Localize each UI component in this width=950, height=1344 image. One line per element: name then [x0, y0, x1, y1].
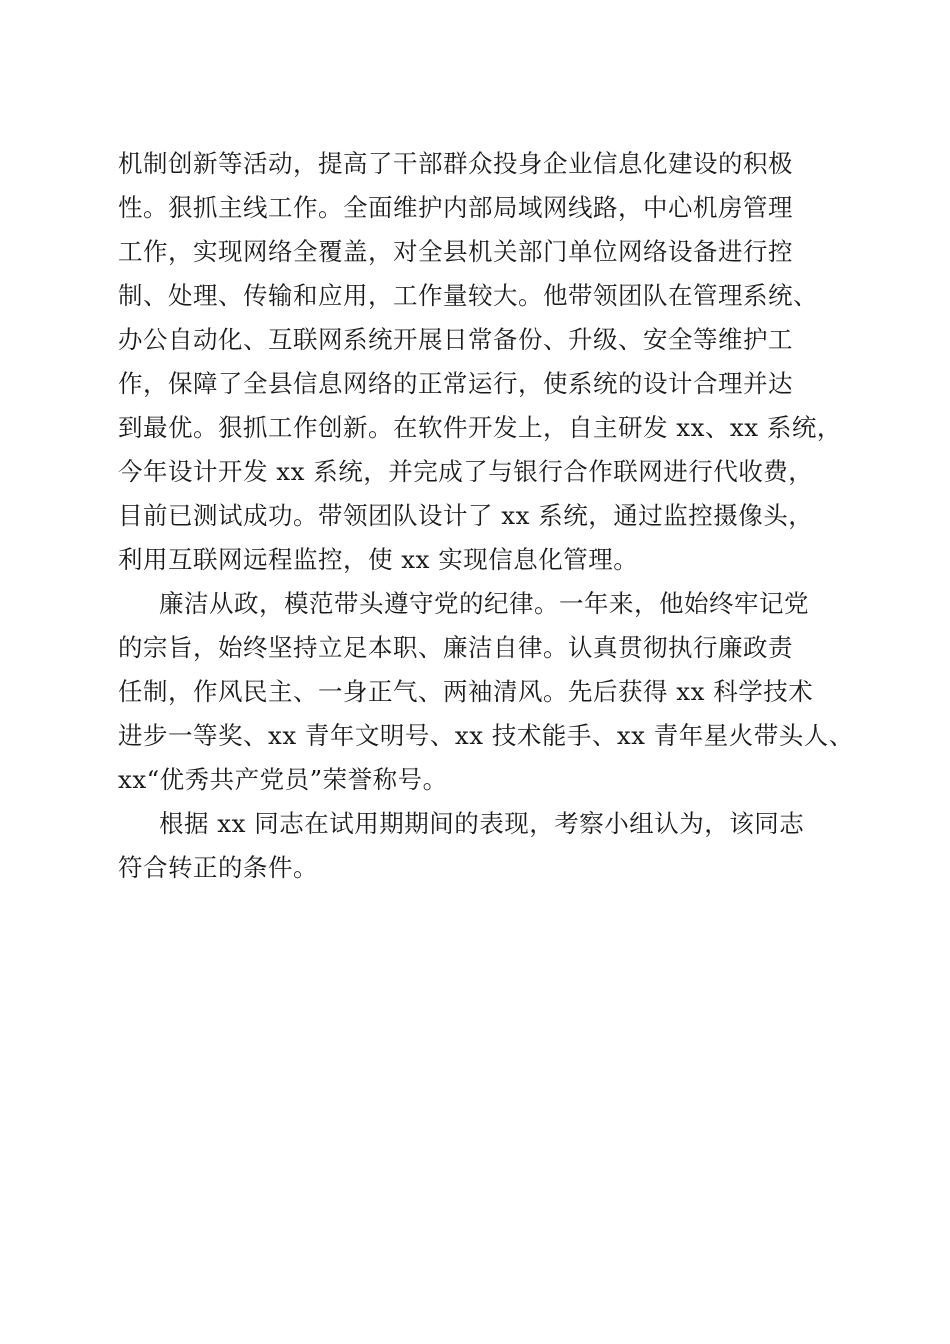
paragraph-line: 性。狠抓主线工作。全面维护内部局域网线路，中心机房管理	[118, 193, 793, 222]
paragraph	[118, 802, 838, 890]
paragraph-line: 根据 xx 同志在试用期期间的表现，考察小组认为，该同志	[159, 809, 805, 838]
paragraph-line: 工作，实现网络全覆盖，对全县机关部门单位网络设备进行控	[118, 237, 793, 266]
paragraph-line: 进步一等奖、xx 青年文明号、xx 技术能手、xx 青年星火带头人、	[118, 721, 854, 750]
paragraph	[118, 582, 854, 802]
paragraph-line: 机制创新等活动，提高了干部群众投身企业信息化建设的积极	[118, 149, 793, 178]
paragraph-line: 廉洁从政，模范带头遵守党的纪律。一年来，他始终牢记党	[159, 589, 809, 618]
paragraph-line: xx“优秀共产党员”荣誉称号。	[118, 765, 448, 794]
paragraph-line: 作，保障了全县信息网络的正常运行，使系统的设计合理并达	[118, 369, 793, 398]
document-body	[118, 142, 854, 890]
paragraph-line: 任制，作风民主、一身正气、两袖清风。先后获得 xx 科学技术	[118, 677, 814, 706]
paragraph-line: 制、处理、传输和应用，工作量较大。他带领团队在管理系统、	[118, 281, 818, 310]
paragraph-line: 的宗旨，始终坚持立足本职、廉洁自律。认真贯彻执行廉政责	[118, 633, 793, 662]
paragraph-line: 今年设计开发 xx 系统，并完成了与银行合作联网进行代收费，	[118, 457, 814, 486]
paragraph-line: 符合转正的条件。	[118, 853, 318, 882]
paragraph-line: 办公自动化、互联网系统开展日常备份、升级、安全等维护工	[118, 325, 793, 354]
paragraph-line: 目前已测试成功。带领团队设计了 xx 系统，通过监控摄像头，	[118, 501, 814, 530]
paragraph-line: 到最优。狠抓工作创新。在软件开发上，自主研发 xx、xx 系统，	[118, 413, 842, 442]
paragraph	[118, 142, 842, 582]
paragraph-line: 利用互联网远程监控，使 xx 实现信息化管理。	[118, 545, 639, 574]
